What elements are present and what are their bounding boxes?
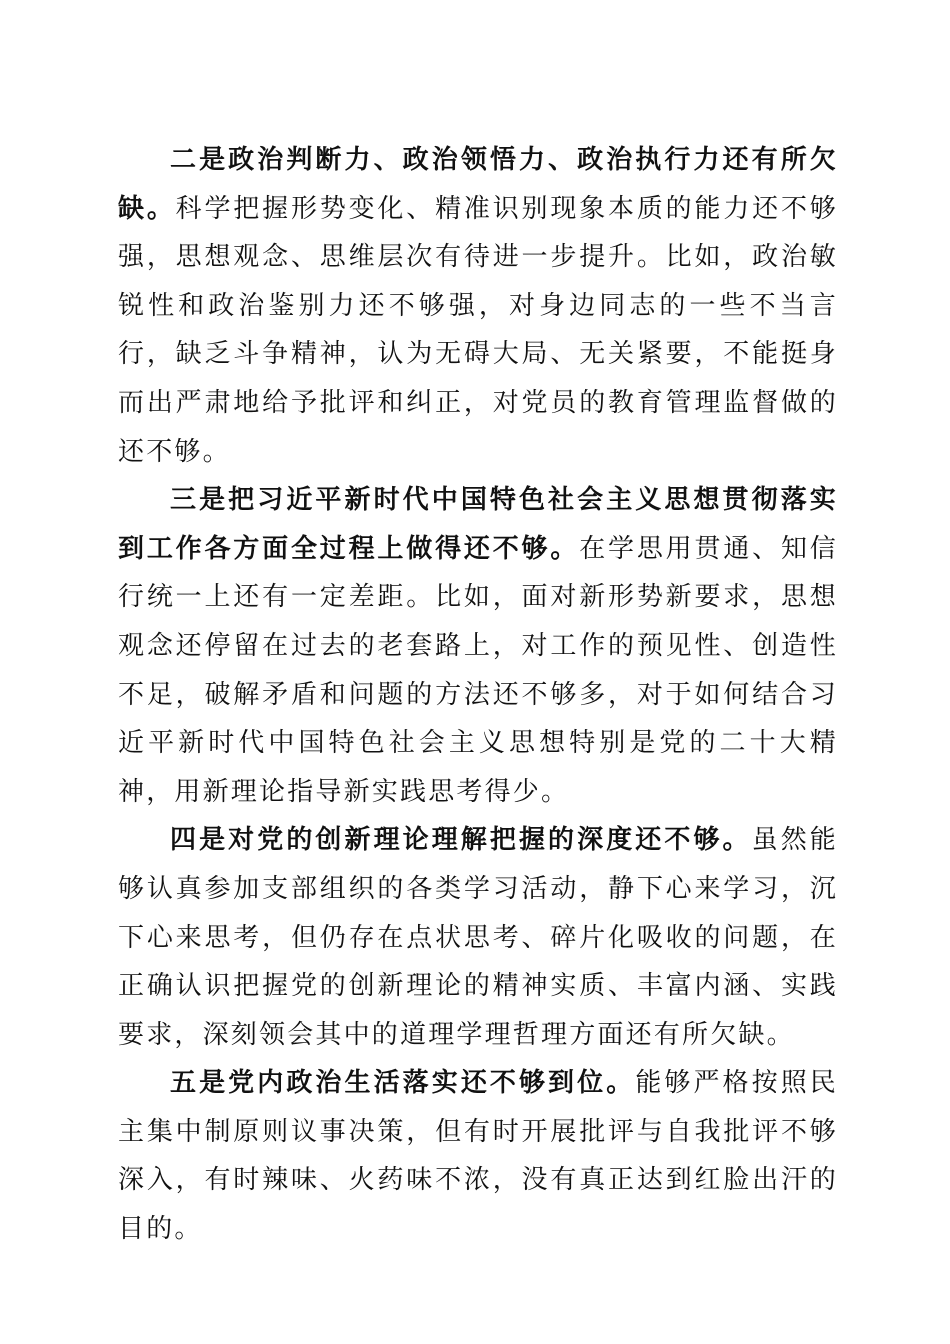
paragraph-lead: 三是把习近平新时代中国特色社会主义思想贯彻落实到工作各方面全过程上做得还不够。 xyxy=(118,485,838,564)
paragraph-body: 虽然能够认真参加支部组织的各类学习活动，静下心来学习，沉下心来思考，但仍存在点状思考、碎片化吸收的问题，在正确认识把握党的创新理论的精神实质、丰富内涵、实践要求，深刻领会其中的道理学理哲理方面还有所欠缺。 xyxy=(118,825,838,1050)
paragraph-lead: 四是对党的创新理论理解把握的深度还不够。 xyxy=(170,825,752,856)
paragraph-body: 在学思用贯通、知信行统一上还有一定差距。比如，面对新形势新要求，思想观念还停留在过去的老套路上，对工作的预见性、创造性不足，破解矛盾和问题的方法还不够多，对于如何结合习近平新时代中国特色社会主义思想特别是党的二十大精神，用新理论指导新实践思考得少。 xyxy=(118,533,838,807)
paragraph-implementation xyxy=(118,476,838,816)
paragraph-theory-depth xyxy=(118,816,838,1059)
paragraph-body: 科学把握形势变化、精准识别现象本质的能力还不够强，思想观念、思维层次有待进一步提升。比如，政治敏锐性和政治鉴别力还不够强，对身边同志的一些不当言行，缺乏斗争精神，认为无碍大局、无关紧要，不能挺身而出严肃地给予批评和纠正，对党员的教育管理监督做的还不够。 xyxy=(118,193,838,467)
paragraph-lead: 五是党内政治生活落实还不够到位。 xyxy=(170,1068,636,1099)
paragraph-body: 能够严格按照民主集中制原则议事决策，但有时开展批评与自我批评不够深入，有时辣味、火药味不浓，没有真正达到红脸出汗的目的。 xyxy=(118,1068,839,1245)
document-body xyxy=(118,136,838,1254)
paragraph-political-judgment xyxy=(118,136,838,476)
paragraph-party-life xyxy=(118,1059,838,1253)
paragraph-lead: 二是政治判断力、政治领悟力、政治执行力还有所欠缺。 xyxy=(118,145,838,224)
